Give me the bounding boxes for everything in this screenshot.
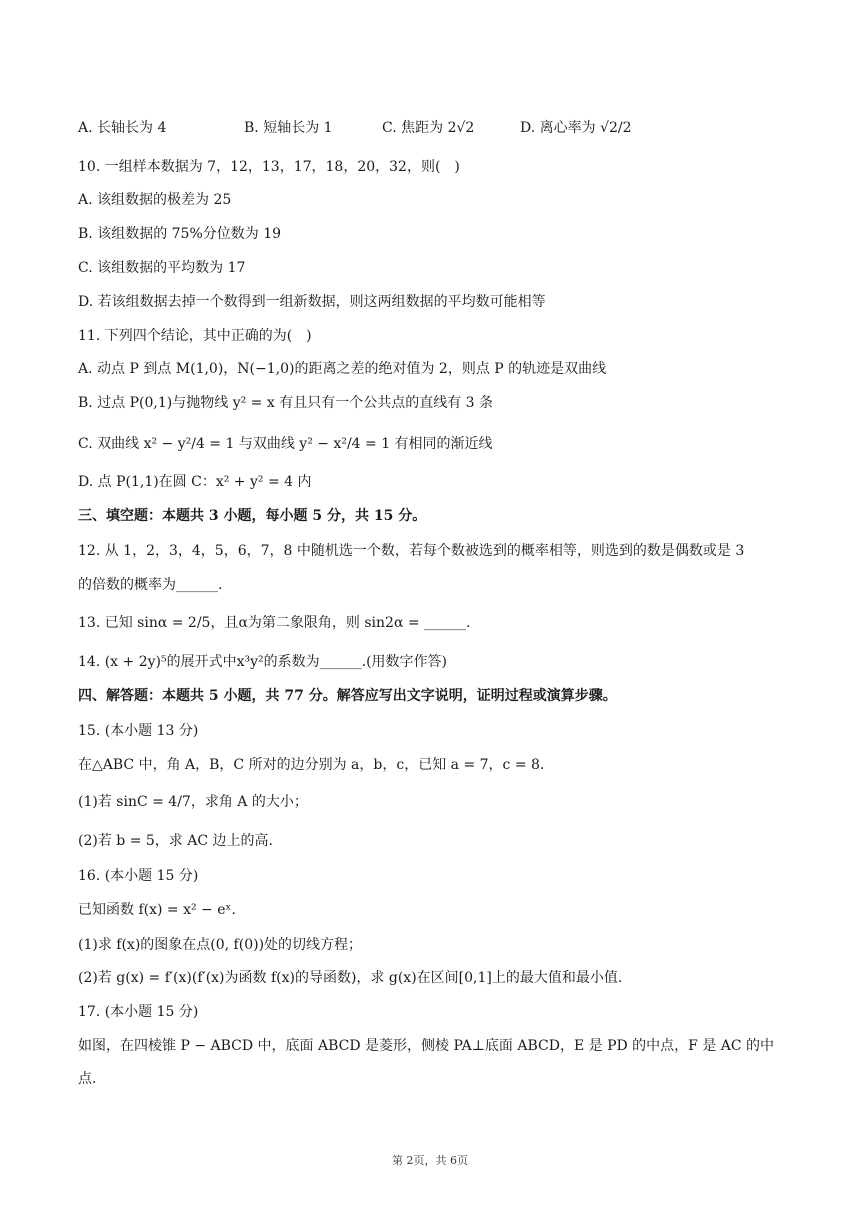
question-17-header: 17. (本小题 15 分) — [78, 1004, 199, 1020]
question-16-header: 16. (本小题 15 分) — [78, 868, 199, 884]
option-9d: D. 离心率为 √2/2 — [520, 120, 632, 136]
page-footer: 第 2页，共 6页 — [392, 1154, 468, 1167]
question-17-stem-line-1: 如图，在四棱锥 P − ABCD 中，底面 ABCD 是菱形，侧棱 PA⊥底面 ABCD，E 是 PD 的中点，F 是 AC 的中 — [78, 1038, 775, 1054]
question-17-stem-line-2: 点. — [78, 1071, 97, 1087]
option-10d: D. 若该组数据去掉一个数得到一组新数据，则这两组数据的平均数可能相等 — [78, 294, 546, 310]
option-10a: A. 该组数据的极差为 25 — [78, 192, 232, 208]
question-13: 13. 已知 sinα = 2/5，且α为第二象限角，则 sin2α = ______. — [78, 615, 471, 631]
question-11-stem: 11. 下列四个结论，其中正确的为( ) — [78, 328, 312, 344]
option-11d: D. 点 P(1,1)在圆 C：x² + y² = 4 内 — [78, 474, 312, 490]
question-16-part-1: (1)求 f(x)的图象在点(0, f(0))处的切线方程； — [78, 937, 363, 953]
section-3-heading: 三、填空题：本题共 3 小题，每小题 5 分，共 15 分。 — [78, 508, 427, 524]
option-11b: B. 过点 P(0,1)与抛物线 y² = x 有且只有一个公共点的直线有 3 条 — [78, 395, 494, 411]
option-11c: C. 双曲线 x² − y²/4 = 1 与双曲线 y² − x²/4 = 1 有相同的渐近线 — [78, 436, 493, 452]
question-15-part-2: (2)若 b = 5，求 AC 边上的高. — [78, 833, 273, 849]
option-10c: C. 该组数据的平均数为 17 — [78, 260, 246, 276]
question-12-line-2: 的倍数的概率为______. — [78, 577, 223, 593]
question-16-part-2: (2)若 g(x) = f′(x)(f′(x)为函数 f(x)的导函数)，求 g(x)在区间[0,1]上的最大值和最小值. — [78, 970, 623, 986]
section-4-heading: 四、解答题：本题共 5 小题，共 77 分。解答应写出文字说明，证明过程或演算步骤。 — [78, 688, 617, 704]
option-9b: B. 短轴长为 1 — [244, 120, 333, 136]
question-12-line-1: 12. 从 1，2，3，4，5，6，7，8 中随机选一个数，若每个数被选到的概率相等，则选到的数是偶数或是 3 — [78, 543, 745, 559]
question-15-stem: 在△ABC 中，角 A，B，C 所对的边分别为 a，b，c，已知 a = 7，c = 8. — [78, 757, 545, 773]
question-16-stem: 已知函数 f(x) = x² − eˣ. — [78, 902, 236, 918]
option-9c: C. 焦距为 2√2 — [382, 120, 475, 136]
option-9a: A. 长轴长为 4 — [78, 120, 167, 136]
question-14: 14. (x + 2y)⁵的展开式中x³y²的系数为______.(用数字作答) — [78, 654, 447, 670]
option-10b: B. 该组数据的 75%分位数为 19 — [78, 226, 282, 242]
option-11a: A. 动点 P 到点 M(1,0)，N(−1,0)的距离之差的绝对值为 2，则点 P 的轨迹是双曲线 — [78, 361, 607, 377]
question-15-part-1: (1)若 sinC = 4/7，求角 A 的大小； — [78, 794, 308, 810]
question-15-header: 15. (本小题 13 分) — [78, 723, 199, 739]
question-10-stem: 10. 一组样本数据为 7，12，13，17，18，20，32，则( ) — [78, 159, 460, 175]
